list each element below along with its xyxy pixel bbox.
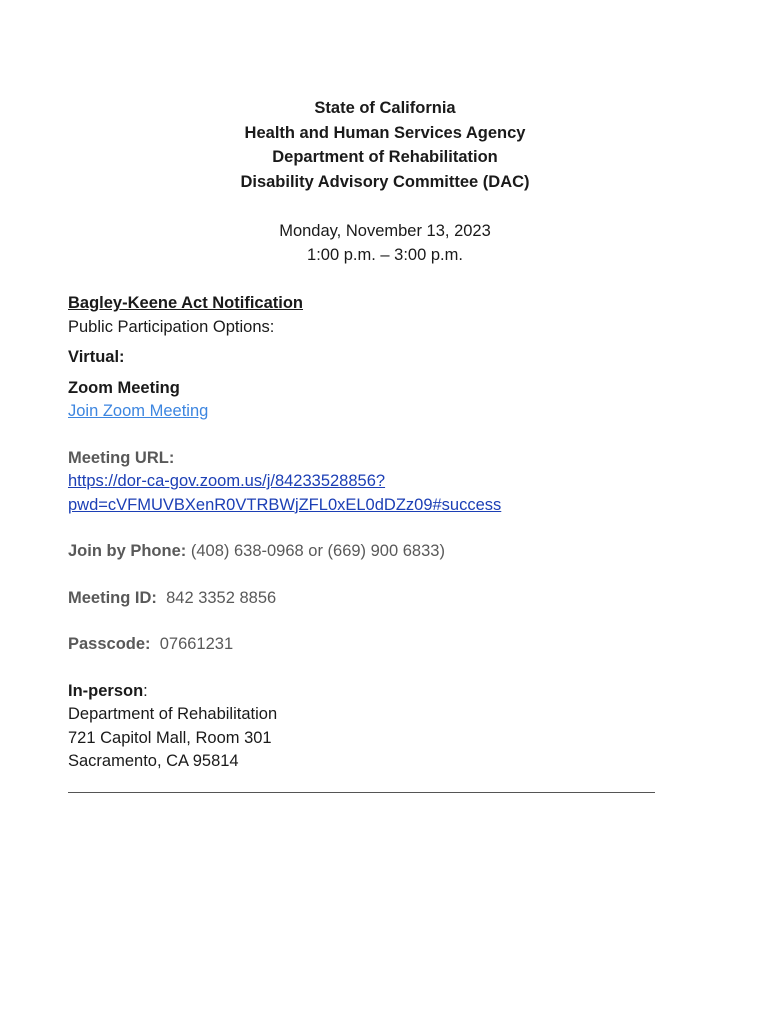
in-person-colon: :: [143, 681, 148, 700]
meeting-id-value: 842 3352 8856: [166, 588, 277, 607]
document-header: [0, 96, 770, 268]
in-person-label: In-person: [68, 681, 144, 700]
notice-subtitle: Public Participation Options:: [68, 317, 275, 336]
header-state: State of California: [314, 99, 456, 117]
address-line-3: Sacramento, CA 95814: [68, 752, 239, 770]
header-agency: Health and Human Services Agency: [244, 123, 526, 142]
zoom-heading: Zoom Meeting: [68, 378, 180, 397]
meeting-url-line1[interactable]: https://dor-ca-gov.zoom.us/j/84233528856?: [68, 472, 386, 490]
join-zoom-link[interactable]: Join Zoom Meeting: [68, 402, 209, 420]
meeting-url-link[interactable]: [68, 470, 728, 517]
notice-title: Bagley-Keene Act Notification: [68, 294, 304, 312]
meeting-time: 1:00 p.m. – 3:00 p.m.: [307, 246, 463, 264]
header-committee: Disability Advisory Committee (DAC): [240, 172, 530, 191]
meeting-id-row: [68, 587, 728, 611]
in-person-heading: [68, 680, 728, 704]
meeting-url-label: Meeting URL:: [68, 448, 175, 467]
passcode-label: Passcode:: [68, 635, 151, 653]
phone-value: (408) 638-0968 or (669) 900 6833): [190, 542, 445, 560]
phone-row: [68, 540, 728, 564]
header-department: Department of Rehabilitation: [272, 148, 498, 166]
passcode-value: 07661231: [159, 635, 234, 653]
address-line-1: Department of Rehabilitation: [68, 705, 278, 723]
virtual-label: Virtual:: [68, 348, 125, 366]
horizontal-rule: [68, 792, 655, 793]
phone-label: Join by Phone:: [68, 542, 187, 560]
address-line-2: 721 Capitol Mall, Room 301: [68, 728, 272, 747]
passcode-row: [68, 633, 728, 657]
meeting-url-line2[interactable]: pwd=cVFMUVBXenR0VTRBWjZFL0xEL0dDZz09#success: [68, 495, 502, 514]
document-body: [68, 292, 728, 774]
meeting-id-label: Meeting ID:: [68, 588, 157, 607]
meeting-date: Monday, November 13, 2023: [279, 221, 491, 240]
